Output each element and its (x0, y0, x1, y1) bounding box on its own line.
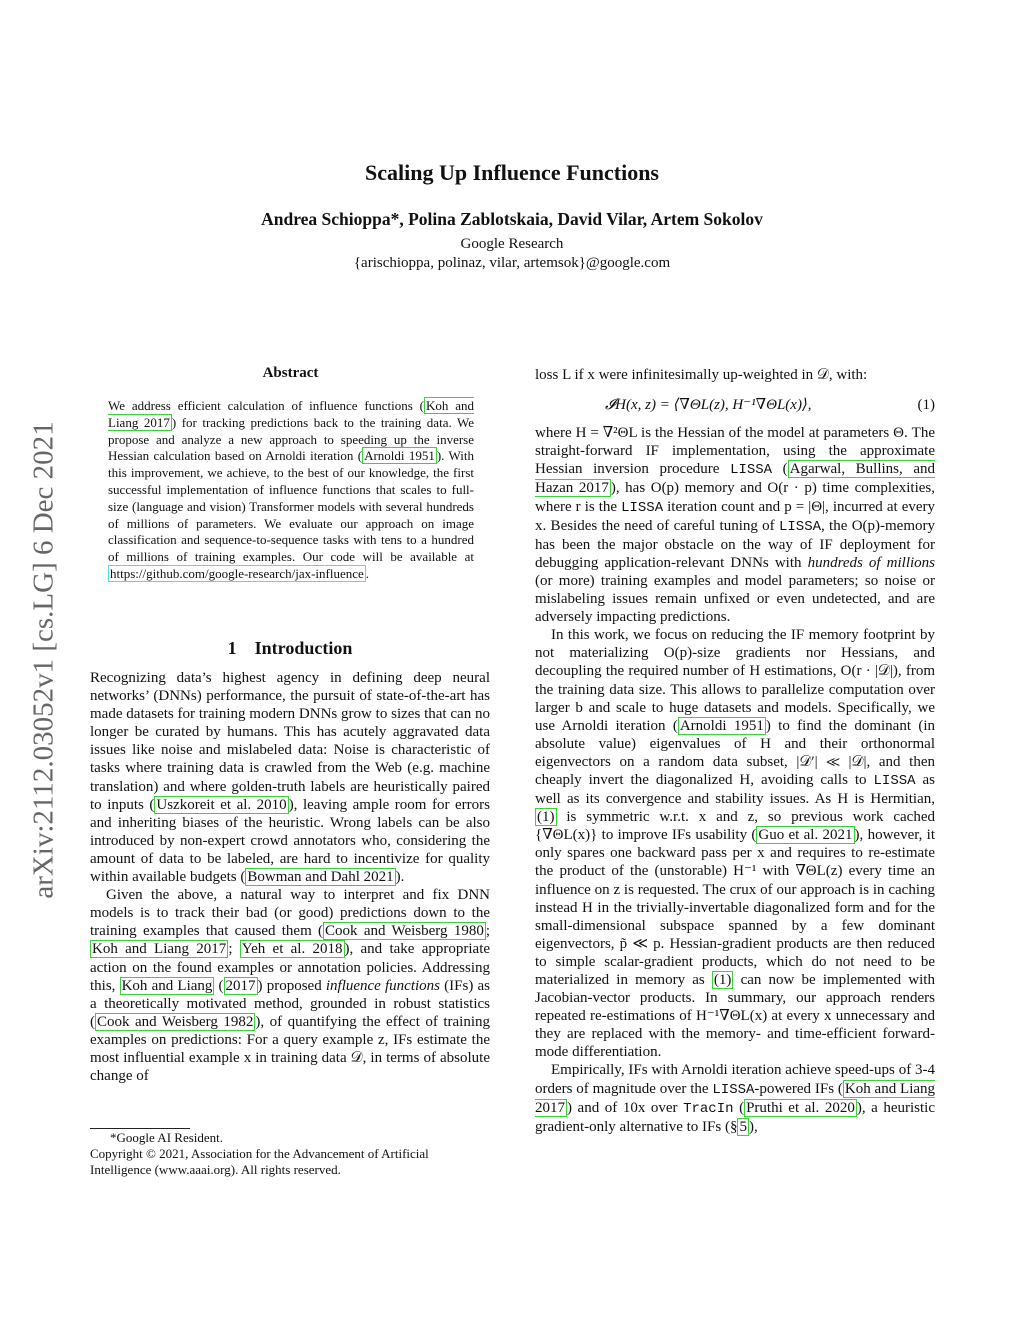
citation-link[interactable]: Koh and Liang 2017 (108, 398, 474, 430)
affiliation: Google Research (460, 236, 564, 252)
equation-ref-link[interactable]: (1) (537, 809, 555, 826)
paper-title: Scaling Up Influence Functions (365, 160, 659, 185)
citation-link[interactable]: Cook and Weisberg 1982 (97, 1013, 254, 1030)
paragraph: loss L if x were infinitesimally up-weighted in 𝒟, with: (535, 367, 868, 383)
section-ref-link[interactable]: 5 (739, 1118, 747, 1135)
citation-link[interactable]: Agarwal, Bullins, and Hazan 2017 (535, 461, 935, 497)
paragraph: Recognizing data’s highest agency in defining deep neural networks’ (DNNs) performance, the pursuit of state-of-the-art has made datasets for training modern DNNs grow to sizes that can no longer be curated by humans. This has acutely aggravated data issues like noise and mislabeled data: Noise is characteristic of tasks where training data is crawled from the Web (e.g. machine translation) and where golden-truth labels are heuristically paired to inputs ( Uszkoreit et al. 2010 ), leaving ample room for errors and inheriting biases of the heuristic. Wrong labels can be also introduced by non-expert crowd annotators who, considering the amount of data to be labeled, are hard to incentivize for quality within available budgets ( Bowman and Dahl 2021 ). (90, 670, 490, 886)
section-number: 1 (227, 638, 237, 658)
footnote-resident: *Google AI Resident. (110, 1130, 224, 1145)
paragraph: Empirically, IFs with Arnoldi iteration achieve speed-ups of 3-4 orders of magnitude over the LISSA-powered IFs ( Koh and Liang 2017 ) and of 10x over TracIn ( Pruthi et al. 2020 ), a heuristic gradient-only alternative to IFs (§ 5 ), (535, 1062, 936, 1135)
citation-link[interactable]: Koh and Liang (121, 977, 213, 994)
equation-number: (1) (917, 397, 935, 414)
citation-link[interactable]: Arnoldi 1951 (679, 717, 764, 734)
footnotes (90, 1130, 490, 1178)
citation-link[interactable]: Koh and Liang 2017 (535, 1080, 936, 1116)
author-emails: {arischioppa, polinaz, vilar, artemsok}@google.com (353, 255, 671, 271)
section-heading-introduction (90, 638, 490, 659)
arxiv-identifier: arXiv:2112.03052v1 [cs.LG] 6 Dec 2021 (27, 421, 60, 899)
equation-ref-link[interactable]: (1) (713, 972, 732, 988)
arxiv-sidebar (24, 360, 64, 960)
footnote-rule (90, 1128, 190, 1129)
citation-link[interactable]: Yeh et al. 2018 (241, 941, 343, 958)
author-list: Andrea Schioppa*, Polina Zablotskaia, David Vilar, Artem Sokolov (261, 209, 763, 229)
equation-body: 𝓘H(x, z) = ⟨∇ΘL(z), H⁻¹∇ΘL(x)⟩, (605, 397, 812, 414)
abstract-body: We address efficient calculation of influence functions ( Koh and Liang 2017 ) for tracking predictions back to the training data. We propose and analyze a new approach to speeding up the inverse Hessian calculation based on Arnoldi iteration ( Arnoldi 1951 ). With this improvement, we achieve, to the best of our knowledge, the first successful implementation of influence functions that scales to full-size (language and vision) Transformer models with several hundreds of millions of parameters. We evaluate our approach on image classification and sequence-to-sequence tasks with tens to a hundred of millions of training examples. Our code will be available at https://github.com/google-research/jax-influence . (108, 398, 474, 581)
equation-1 (535, 396, 935, 414)
citation-link[interactable]: Arnoldi 1951 (364, 448, 435, 464)
citation-link[interactable]: Uszkoreit et al. 2010 (156, 796, 287, 813)
code-url-link[interactable]: https://github.com/google-research/jax-influence (110, 565, 364, 581)
citation-link[interactable]: Pruthi et al. 2020 (746, 1099, 855, 1116)
citation-link[interactable]: Bowman and Dahl 2021 (247, 869, 394, 886)
citation-link[interactable]: 2017 (225, 977, 256, 994)
abstract-heading: Abstract (262, 365, 319, 381)
paragraph: Given the above, a natural way to interpret and fix DNN models is to track their bad (or good) predictions down to the training examples that caused them ( Cook and Weisberg 1980 ; Koh and Liang 2017 ; Yeh et al. 2018 ), and take appropriate action on the found examples or annotation policies. Addressing this, Koh and Liang ( 2017 ) proposed influence functions (IFs) as a theoretically motivated method, grounded in robust statistics ( Cook and Weisberg 1982 ), of quantifying the effect of training examples on predictions: For a query example z, IFs estimate the most influential example x in training data 𝒟, in terms of absolute change of (90, 887, 491, 1085)
copyright-notice: Copyright © 2021, Association for the Advancement of Artificial Intelligence (www.aaai.org). All rights reserved. (90, 1146, 429, 1177)
citation-link[interactable]: Guo et al. 2021 (758, 827, 853, 844)
left-column-text (90, 669, 490, 1085)
citation-link[interactable]: Cook and Weisberg 1980 (325, 923, 484, 940)
section-title: Introduction (254, 638, 353, 658)
paragraph: where H = ∇²ΘL is the Hessian of the model at parameters Θ. The straight-forward IF implementation, using the approximate Hessian inversion procedure LISSA ( Agarwal, Bullins, and Hazan 2017 ), has O(p) memory and O(r · p) time complexities, where r is the LISSA iteration count and p = |Θ|, incurred at every x. Besides the need of careful tuning of LISSA, the O(p)-memory has been the major obstacle on the way of IF deployment for debugging application-relevant DNNs with hundreds of millions (or more) training examples and model parameters; so noise or mislabeling issues remain unfixed or even undetected, and are adversely impacting predictions. (535, 425, 935, 626)
right-column-text (535, 366, 935, 1136)
paragraph: In this work, we focus on reducing the IF memory footprint by not materializing O(p)-size gradients nor Hessians, and decoupling the required number of H estimations, O(r · |𝒟|), from the training data size. This allows to parallelize computation over larger b and scale to huge datasets and models. Specifically, we use Arnoldi iteration ( Arnoldi 1951 ) to find the dominant (in absolute value) eigenvalues of H and their orthonormal eigenvectors on a random data subset, |𝒟′| ≪ |𝒟|, and then cheaply invert the diagonalized H, avoiding calls to LISSA as well as its convergence and stability issues. As H is Hermitian, (1) is symmetric w.r.t. x and z, so previous work cached {∇ΘL(x)} to improve IFs usability ( Guo et al. 2021 ), however, it only spares one backward pass per x and requires to re-estimate the product of the (unstorable) H⁻¹ with ∇ΘL(z) every time an influence on z is requested. The crux of our approach is in caching instead H in the trivially-invertable diagonalized form and for the small-dimensional subspace spanned by a few dominant eigenvectors, p̃ ≪ p. Hessian-gradient products are then reduced to simple scalar-gradient products, which do not need to be materialized in memory as (1) can now be implemented with Jacobian-vector products. In summary, our approach renders repeated re-estimations of H⁻¹∇ΘL(x) at every x unnecessary and they are replaced with the memory- and time-efficient forward-mode differentiation. (535, 627, 936, 1061)
citation-link[interactable]: Koh and Liang 2017 (92, 941, 227, 958)
